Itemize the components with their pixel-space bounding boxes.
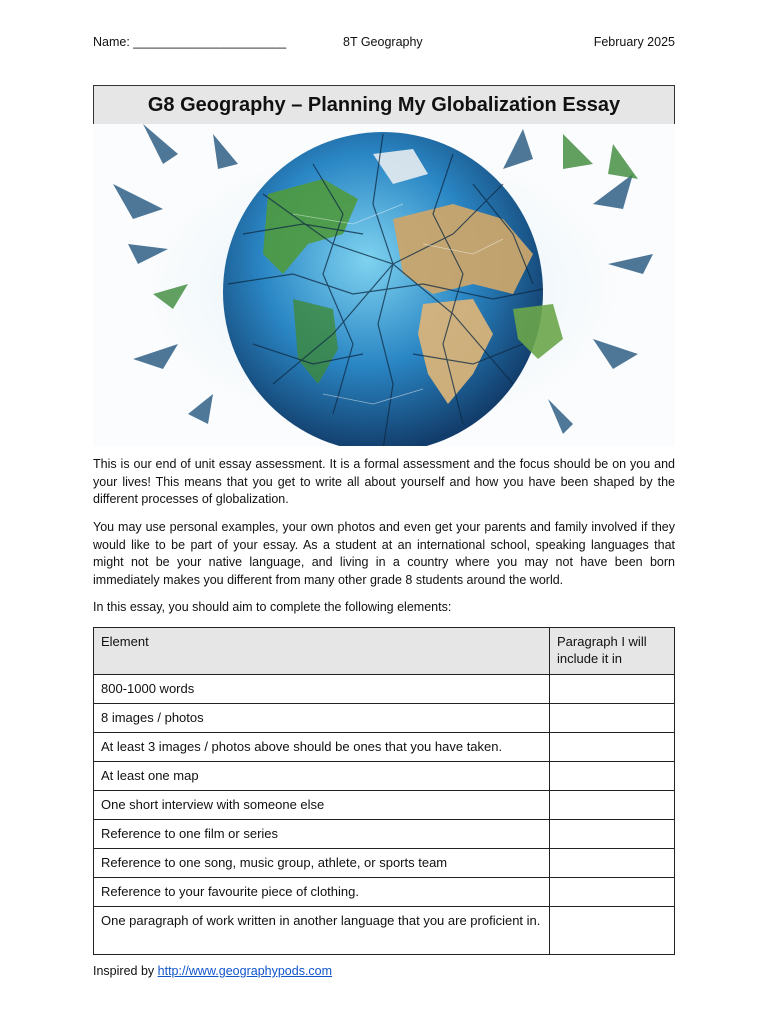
- intro-paragraph: This is our end of unit essay assessment. It is a formal assessment and the focus should be on you and your lives! This means that you get to write all about yourself and how you have been shaped by the different processes of globalization.: [93, 457, 675, 506]
- paragraph-answer-cell[interactable]: [550, 878, 675, 907]
- element-cell: One paragraph of work written in another language that you are proficient in.: [94, 907, 550, 955]
- name-field-label: Name: ______________________: [93, 35, 287, 49]
- table-row: [94, 733, 675, 762]
- element-cell: 8 images / photos: [94, 704, 550, 733]
- footer-prefix: Inspired by: [93, 964, 155, 978]
- paragraph-answer-cell[interactable]: [550, 675, 675, 704]
- element-cell: At least one map: [94, 762, 550, 791]
- personal-examples-paragraph: You may use personal examples, your own photos and even get your parents and family involved if they would like to be part of your essay. As a student at an international school, speaking languages that might not be your native language, and living in a country where you may not have been born immediately makes you different from many other grade 8 students around the world.: [93, 520, 675, 587]
- page-header: [93, 35, 675, 49]
- table-row: [94, 791, 675, 820]
- paragraph-answer-cell[interactable]: [550, 733, 675, 762]
- page-title: G8 Geography – Planning My Globalization Essay: [93, 85, 675, 124]
- element-cell: Reference to one song, music group, athlete, or sports team: [94, 849, 550, 878]
- paragraph-answer-cell[interactable]: [550, 791, 675, 820]
- shattered-globe-illustration: [93, 124, 675, 446]
- elements-intro-paragraph: In this essay, you should aim to complete the following elements:: [93, 600, 452, 614]
- element-cell: One short interview with someone else: [94, 791, 550, 820]
- table-row: [94, 849, 675, 878]
- element-cell: 800-1000 words: [94, 675, 550, 704]
- paragraph-answer-cell[interactable]: [550, 762, 675, 791]
- table-row: [94, 762, 675, 791]
- table-row: [94, 820, 675, 849]
- paragraph-answer-cell[interactable]: [550, 704, 675, 733]
- table-row: [94, 704, 675, 733]
- element-cell: Reference to your favourite piece of clothing.: [94, 878, 550, 907]
- element-cell: At least 3 images / photos above should be ones that you have taken.: [94, 733, 550, 762]
- geographypods-link[interactable]: http://www.geographypods.com: [157, 964, 333, 978]
- table-header-row: [94, 628, 675, 675]
- footer-credit: [93, 964, 332, 978]
- column-header-element: Element: [94, 628, 550, 675]
- course-label: 8T Geography: [343, 35, 423, 49]
- elements-table: [93, 627, 675, 955]
- element-cell: Reference to one film or series: [94, 820, 550, 849]
- paragraph-answer-cell[interactable]: [550, 849, 675, 878]
- date-label: February 2025: [593, 35, 675, 49]
- table-row: [94, 675, 675, 704]
- paragraph-answer-cell[interactable]: [550, 907, 675, 955]
- table-row: [94, 878, 675, 907]
- paragraph-answer-cell[interactable]: [550, 820, 675, 849]
- column-header-paragraph: Paragraph I will include it in: [550, 628, 675, 675]
- table-row: [94, 907, 675, 955]
